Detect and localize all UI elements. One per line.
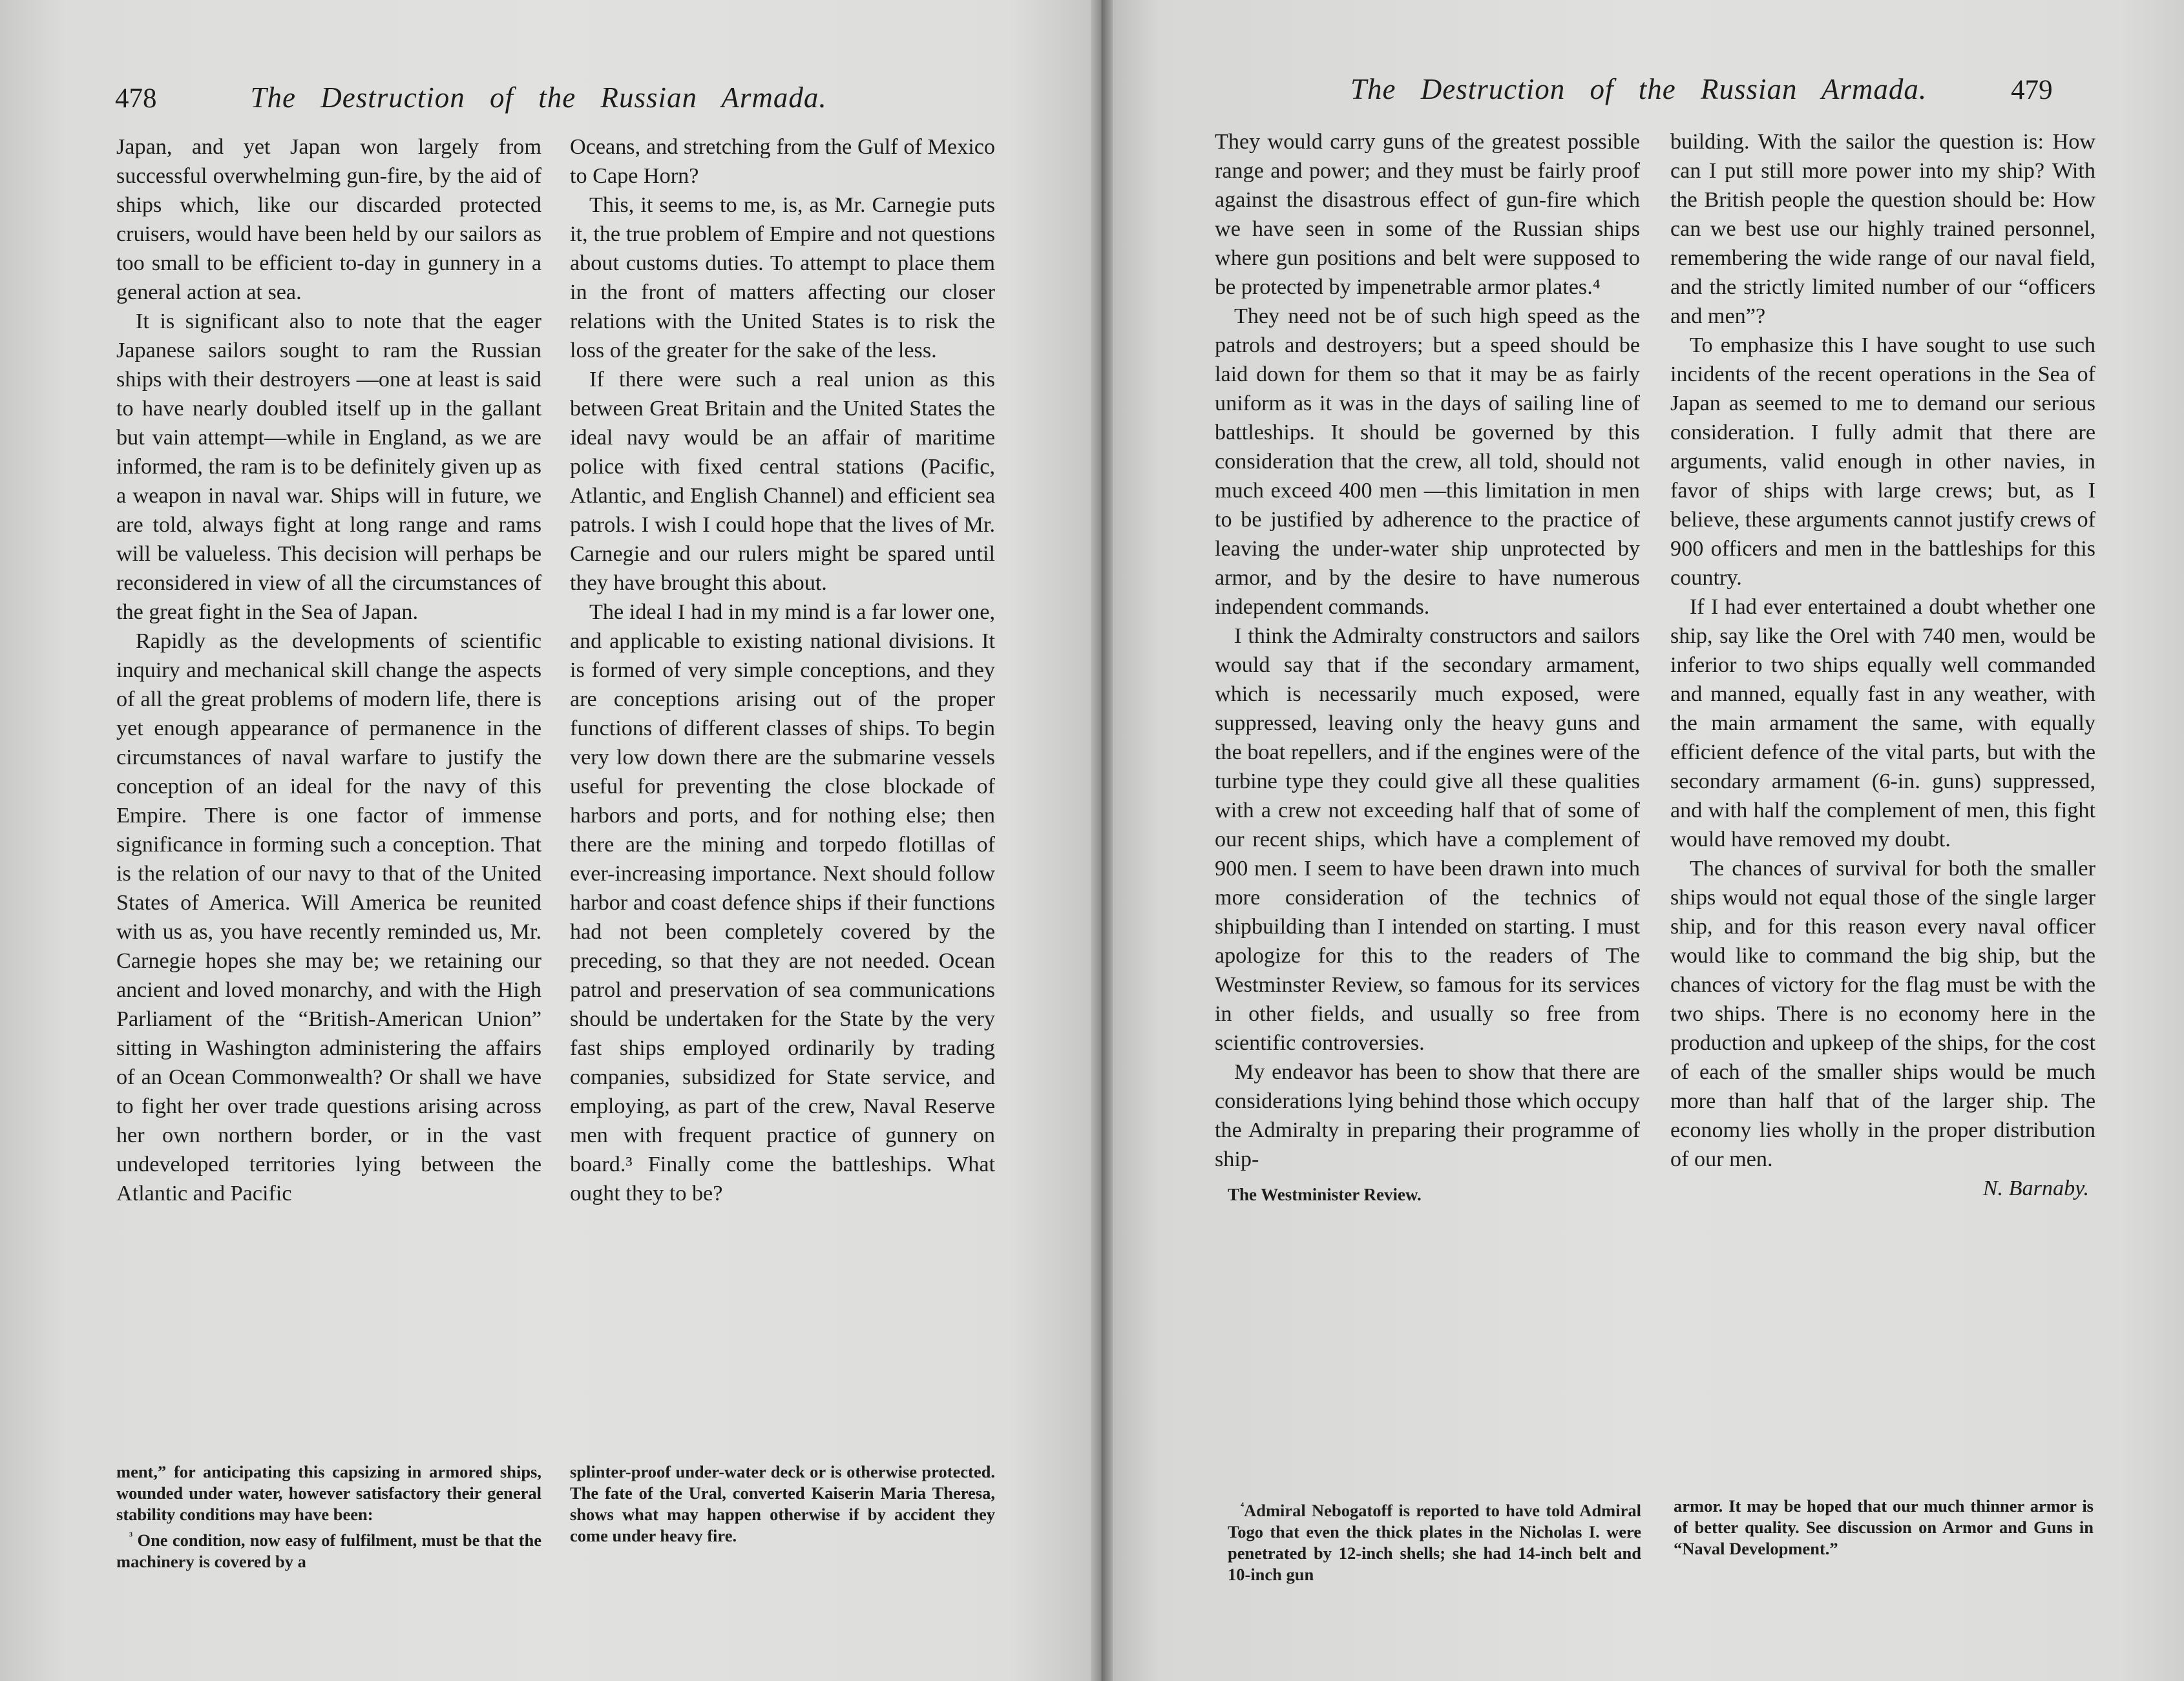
footnote-text: $^{^3}$ One condition, now easy of fulfilment, must be that the machinery is covered by a	[116, 1530, 541, 1571]
paragraph: I think the Admiralty constructors and sailors would say that if the secondary armament, which is necessarily much exposed, were suppressed, leaving only the heavy guns and the boat repellers, and if the engines were of the turbine type they could give all these qualities with a crew not exceeding half that of some of our recent ships, which have a complement of 900 men. I seem to have been drawn into much more consideration of the technics of shipbuilding than I intended on starting. I must apologize for this to the readers of The Westminster Review, so famous for its services in other fields, and usually so free from scientific controversies.	[1215, 624, 1640, 1055]
paragraph: The ideal I had in my mind is a far lower one, and applicable to existing national divisions. It is formed of very simple conceptions, and they are conceptions arising out of the proper functions of different classes of ships. To begin very low down there are the submarine vessels useful for preventing the close blockade of harbors and ports, and for nothing else; then there are the mining and torpedo flotillas of ever-increasing importance. Next should follow harbor and coast defence ships if their functions had not been completely covered by the preceding, so that they are not needed. Ocean patrol and preservation of sea communications should be undertaken for the State by the very fast ships employed ordinarily by trading companies, subsidized for State service, and employing, as part of the crew, Naval Reserve men with frequent practice of gunnery on board.³ Finally come the battleships. What ought they to be?	[570, 600, 995, 1206]
right-footnote-col-2	[1674, 1496, 2094, 1560]
paragraph: The chances of survival for both the smaller ships would not equal those of the single larger ship, and for this reason every naval officer would like to command the big ship, but the chances of victory for the flag must be with the two ships. There is no economy here in the production and upkeep of the ships, for the cost of each of the smaller ships would be much more than half that of the larger ship. The economy lies wholly in the proper distribution of our men.	[1670, 857, 2095, 1171]
paragraph: They need not be of such high speed as the patrols and destroyers; but a speed should be laid down for them so that it may be as fairly uniform as it was in the days of sailing line of battleships. It should be governed by this consideration that the crew, all told, should not much exceed 400 men —this limitation in men to be justified by adherence to the practice of leaving the under-water ship unprotected by armor, and by the desire to have numerous independent commands.	[1215, 304, 1640, 619]
paragraph: To emphasize this I have sought to use such incidents of the recent operations in the Sea of Japan as seemed to me to demand our serious consideration. I fully admit that there are arguments, valid enough in other navies, in favor of ships with large crews; but, as I believe, these arguments cannot justify crews of 900 officers and men in the battleships for this country.	[1670, 333, 2095, 590]
right-footnote-col-1	[1228, 1496, 1641, 1585]
footnote-mark: ³	[129, 1530, 133, 1542]
right-page	[1105, 0, 2184, 1681]
paragraph: It is significant also to note that the eager Japanese sailors sought to ram the Russian ships with their destroyers —one at least is said to have nearly doubled itself up in the gallant but vain attempt—while in England, as we are informed, the ram is to be definitely given up as a weapon in naval war. Ships will in future, we are told, always fight at long range and rams will be valueless. This decision will perhaps be reconsidered in view of all the circumstances of the great fight in the Sea of Japan.	[116, 309, 541, 624]
paragraph: Oceans, and stretching from the Gulf of Mexico to Cape Horn?	[570, 135, 995, 188]
paragraph: This, it seems to me, is, as Mr. Carnegie puts it, the true problem of Empire and not questions about customs duties. To attempt to place them in the front of matters affecting our closer relations with the United States is to risk the loss of the greater for the sake of the less.	[570, 193, 995, 362]
left-running-head	[115, 81, 827, 120]
signature: N. Barnaby.	[1982, 1176, 2089, 1200]
footnote-text: ment,” for anticipating this capsizing in armored ships, wounded under water, however satisfactory their general stability conditions may have been:	[116, 1462, 541, 1524]
paragraph: They would carry guns of the greatest possible range and power; and they must be fairly proof against the disastrous effect of gun-fire which we have seen in some of the Russian ships where gun positions and belt were supposed to be protected by impenetrable armor plates.⁴	[1215, 130, 1640, 299]
right-page-number: 479	[2011, 75, 2053, 105]
source-line: The Westminister Review.	[1228, 1185, 1422, 1204]
left-column-1	[116, 132, 541, 1208]
left-running-title: The Destruction of the Russian Armada.	[250, 81, 827, 114]
footnote-text: splinter-proof under-water deck or is otherwise protected. The fate of the Ural, converted Kaiserin Maria Theresa, shows what may happen otherwise if by accident they come under heavy fire.	[570, 1462, 995, 1545]
paragraph: building. With the sailor the question is: How can I put still more power into my ship? With the British people the question should be: How can we best use our highly trained personnel, remembering the wide range of our naval field, and the strictly limited number of our “officers and men”?	[1670, 130, 2095, 328]
paragraph: Japan, and yet Japan won largely from successful overwhelming gun-fire, by the aid of ships which, like our discarded protected cruisers, would have been held by our sailors as too small to be efficient to-day in gunnery in a general action at sea.	[116, 135, 541, 304]
paragraph: If I had ever entertained a doubt whether one ship, say like the Orel with 740 men, would be inferior to two ships equally well commanded and manned, equally fast in any weather, with the main armament the same, with equally efficient defence of the vital parts, but with the secondary armament (6-in. guns) suppressed, and with half the complement of men, this fight would have removed my doubt.	[1670, 595, 2095, 851]
footnote-mark: ⁴	[1241, 1500, 1244, 1512]
left-column-2	[570, 132, 995, 1208]
right-running-title: The Destruction of the Russian Armada.	[1350, 73, 1927, 105]
left-footnote-col-1	[116, 1461, 541, 1572]
right-running-head	[1350, 72, 2053, 111]
book-gutter	[1091, 0, 1113, 1681]
left-footnote-col-2	[570, 1461, 995, 1547]
footnote-text: Admiral Nebogatoff is reported to have told Admiral Togo that even the thick plates in the Nicholas I. were penetrated by 12-inch shells; she had 14-inch belt and 10-inch gun	[1228, 1500, 1641, 1584]
right-column-2	[1670, 127, 2095, 1203]
paragraph: Rapidly as the developments of scientific inquiry and mechanical skill change the aspects of all the great problems of modern life, there is yet enough appearance of permanence in the circumstances of naval warfare to justify the conception of an ideal for the navy of this Empire. There is one factor of immense significance in forming such a conception. That is the relation of our navy to that of the United States of America. Will America be reunited with us as, you have recently reminded us, Mr. Carnegie hopes she may be; we retaining our ancient and loved monarchy, and with the High Parliament of the “British-American Union” sitting in Washington administering the affairs of an Ocean Commonwealth? Or shall we have to fight her over trade questions arising across her own northern border, or in the vast undeveloped territories lying between the Atlantic and Pacific	[116, 629, 541, 1206]
paragraph: If there were such a real union as this between Great Britain and the United States the ideal navy would be an affair of maritime police with fixed central stations (Pacific, Atlantic, and English Channel) and efficient sea patrols. I wish I could hope that the lives of Mr. Carnegie and our rulers might be spared until they have brought this about.	[570, 368, 995, 595]
left-page-number: 478	[115, 83, 157, 114]
right-column-1	[1215, 127, 1640, 1209]
paragraph: My endeavor has been to show that there are considerations lying behind those which occupy the Admiralty in preparing their programme of ship-	[1215, 1060, 1640, 1171]
footnote-text: armor. It may be hoped that our much thinner armor is of better quality. See discussion on Armor and Guns in “Naval Development.”	[1674, 1496, 2094, 1558]
